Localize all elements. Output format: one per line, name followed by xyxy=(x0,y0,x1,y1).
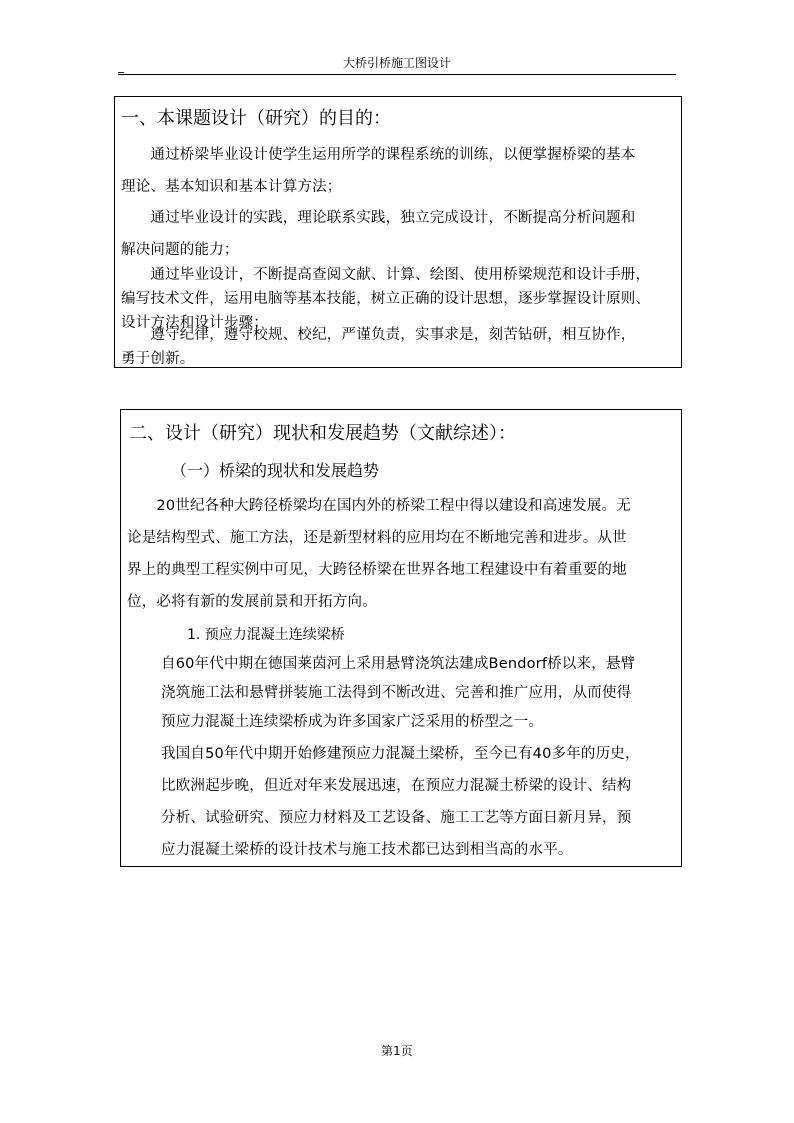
text-line: 编写技术文件，运用电脑等基本技能，树立正确的设计思想，逐步掌握设计原则、 xyxy=(121,291,651,307)
text-line: 通过毕业设计的实践，理论联系实践，独立完成设计，不断提高分析问题和 xyxy=(121,210,636,226)
section1-paragraph-1 xyxy=(121,139,636,203)
text-line: 自60年代中期在德国莱茵河上采用悬臂浇筑法建成Bendorf桥以来，悬臂 xyxy=(161,656,636,672)
text-line: 比欧洲起步晚，但近对年来发展迅速，在预应力混凝土桥梁的设计、结构 xyxy=(161,778,632,794)
text-line: 通过桥梁毕业设计使学生运用所学的课程系统的训练，以便掌握桥梁的基本 xyxy=(121,147,636,163)
header-divider xyxy=(118,74,676,75)
section2-heading: 二、设计（研究）现状和发展趋势（文献综述）： xyxy=(129,423,516,444)
text-line: 分析、试验研究、预应力材料及工艺设备、施工工艺等方面日新月异，预 xyxy=(161,810,632,826)
text-line: 通过毕业设计，不断提高查阅文献、计算、绘图、使用桥梁规范和设计手册， xyxy=(121,267,651,283)
text-line: 20世纪各种大跨径桥梁均在国内外的桥梁工程中得以建设和高速发展。无 xyxy=(127,498,631,514)
header-title: 大桥引桥施工图设计 xyxy=(342,56,451,70)
section2-paragraph-3 xyxy=(161,738,640,866)
text-line: 理论、基本知识和基本计算方法； xyxy=(121,179,342,195)
text-line: 位，必将有新的发展前景和开拓方向。 xyxy=(127,594,377,610)
section1-paragraph-4 xyxy=(121,323,636,371)
text-line: 解决问题的能力； xyxy=(121,242,239,258)
header-left-mark: _ xyxy=(118,59,124,73)
section1-heading: 一、本课题设计（研究）的目的： xyxy=(121,108,391,129)
page-number: 第1页 xyxy=(381,1044,413,1058)
text-line: 界上的典型工程实例中可见，大跨径桥梁在世界各地工程建设中有着重要的地 xyxy=(127,562,627,578)
text-line: 我国自50年代中期开始修建预应力混凝土梁桥，至今已有40多年的历史， xyxy=(161,746,640,762)
text-line: 预应力混凝土连续梁桥成为许多国家广泛采用的桥型之一。 xyxy=(161,714,544,730)
text-line: 勇于创新。 xyxy=(121,351,195,367)
section2-paragraph-1 xyxy=(127,490,631,618)
section1-box xyxy=(114,96,682,368)
text-line: 设计方法和设计步骤； xyxy=(121,315,268,331)
section1-paragraph-2 xyxy=(121,202,636,266)
item-heading-prestressed-continuous-girder: 1. 预应力混凝土连续梁桥 xyxy=(187,627,345,643)
section2-box xyxy=(120,409,682,867)
text-line: 遵守纪律，遵守校规、校纪，严谨负责，实事求是，刻苦钻研，相互协作， xyxy=(121,327,636,343)
section2-subheading: （一）桥梁的现状和发展趋势 xyxy=(171,461,380,480)
text-line: 应力混凝土梁桥的设计技术与施工技术都已达到相当高的水平。 xyxy=(161,842,573,858)
text-line: 浇筑施工法和悬臂拼装施工法得到不断改进、完善和推广应用，从而使得 xyxy=(161,685,632,701)
text-line: 论是结构型式、施工方法，还是新型材料的应用均在不断地完善和进步。从世 xyxy=(127,530,627,546)
section2-paragraph-2 xyxy=(161,650,635,737)
